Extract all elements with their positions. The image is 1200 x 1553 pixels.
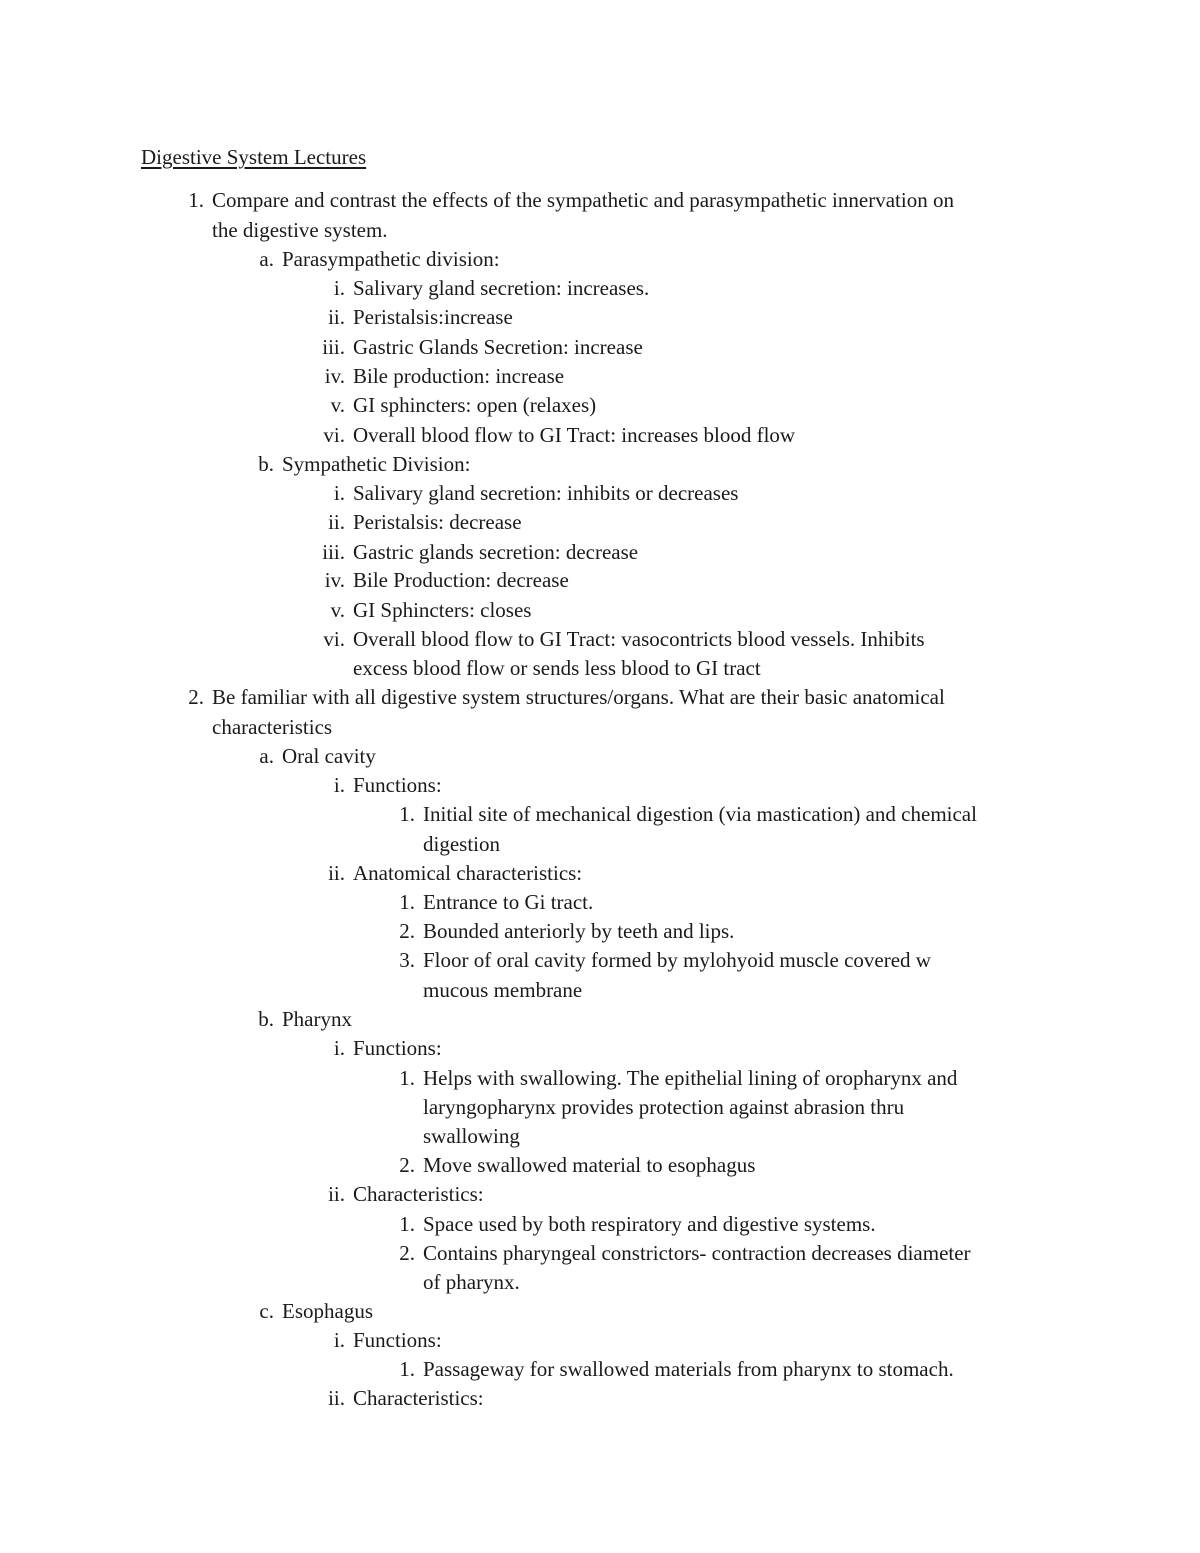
list-item-text: Salivary gland secretion: increases. (353, 276, 650, 300)
list-item-text: Bounded anteriorly by teeth and lips. (423, 919, 735, 943)
list-marker: iv. (324, 568, 345, 592)
list-item-text: Peristalsis: decrease (353, 510, 522, 534)
list-marker: ii. (328, 305, 345, 329)
list-item-continuation: of pharynx. (423, 1270, 520, 1294)
list-item (324, 566, 569, 595)
list-marker: ii. (328, 510, 345, 534)
list-item (323, 421, 796, 450)
list-marker: 1. (399, 890, 415, 914)
list-item-text: Initial site of mechanical digestion (via mastication) and chemical (423, 802, 977, 826)
list-item (399, 1355, 954, 1384)
list-marker: a. (259, 744, 274, 768)
list-marker: 1. (399, 802, 415, 826)
list-item (322, 538, 639, 567)
list-item (399, 888, 594, 917)
list-item-continuation: swallowing (423, 1124, 520, 1148)
list-marker: 1. (399, 1212, 415, 1236)
subsection-label: Functions: (353, 773, 442, 797)
list-item-text: Overall blood flow to GI Tract: vasocontricts blood vessels. Inhibits (353, 627, 925, 651)
list-item-text: Gastric Glands Secretion: increase (353, 335, 643, 359)
list-item (399, 1210, 876, 1239)
list-marker: a. (259, 247, 274, 271)
section-label: Oral cavity (282, 744, 376, 768)
list-item-text: Peristalsis:increase (353, 305, 513, 329)
subsection-label: Characteristics: (353, 1182, 484, 1206)
list-marker: ii. (328, 861, 345, 885)
list-item-text: GI sphincters: open (relaxes) (353, 393, 597, 417)
list-item (399, 800, 977, 829)
question-2-continuation: characteristics (212, 715, 333, 739)
list-item-continuation: excess blood flow or sends less blood to GI tract (353, 656, 761, 680)
list-item (330, 596, 532, 625)
section-label: Esophagus (282, 1299, 373, 1323)
list-item (333, 1326, 442, 1355)
question-1-continuation: the digestive system. (212, 218, 388, 242)
list-marker: v. (330, 598, 345, 622)
list-item-text: Move swallowed material to esophagus (423, 1153, 756, 1177)
section-label: Pharynx (282, 1007, 352, 1031)
list-item (259, 1297, 373, 1326)
list-item-continuation: mucous membrane (423, 978, 583, 1002)
list-item-text: GI Sphincters: closes (353, 598, 532, 622)
list-item-text: Helps with swallowing. The epithelial lining of oropharynx and (423, 1066, 958, 1090)
list-marker: 3. (399, 948, 415, 972)
list-marker: i. (333, 481, 345, 505)
list-marker: i. (333, 773, 345, 797)
list-item (333, 274, 650, 303)
list-item (333, 1034, 442, 1063)
question-text: Compare and contrast the effects of the sympathetic and parasympathetic innervation on (212, 188, 954, 212)
list-marker: iii. (322, 540, 345, 564)
list-item-text: Floor of oral cavity formed by mylohyoid muscle covered w (423, 948, 931, 972)
section-label: Parasympathetic division: (282, 247, 500, 271)
list-item (328, 508, 522, 537)
list-item (399, 917, 735, 946)
list-item (328, 303, 513, 332)
list-marker: vi. (323, 627, 345, 651)
list-marker: 2. (399, 919, 415, 943)
list-item-text: Space used by both respiratory and digestive systems. (423, 1212, 876, 1236)
list-item (259, 742, 376, 771)
list-marker: ii. (328, 1182, 345, 1206)
subsection-label: Functions: (353, 1036, 442, 1060)
question-1 (188, 186, 954, 215)
list-marker: 2. (399, 1153, 415, 1177)
list-marker: c. (259, 1299, 274, 1323)
list-item-text: Bile production: increase (353, 364, 565, 388)
list-item (328, 1180, 484, 1209)
question-2 (188, 683, 945, 712)
list-item-text: Contains pharyngeal constrictors- contraction decreases diameter (423, 1241, 971, 1265)
list-item (399, 946, 931, 975)
list-item (322, 333, 643, 362)
list-item (333, 771, 442, 800)
list-item-text: Gastric glands secretion: decrease (353, 540, 639, 564)
list-marker: i. (333, 1036, 345, 1060)
list-item-text: Overall blood flow to GI Tract: increases blood flow (353, 423, 796, 447)
list-item (328, 1384, 484, 1413)
list-item (333, 479, 739, 508)
list-item (323, 625, 925, 654)
question-text: Be familiar with all digestive system structures/organs. What are their basic anatomical (212, 685, 945, 709)
list-marker: vi. (323, 423, 345, 447)
list-item (259, 245, 500, 274)
list-item-text: Passageway for swallowed materials from pharynx to stomach. (423, 1357, 954, 1381)
list-item-continuation: digestion (423, 832, 500, 856)
list-item (399, 1151, 756, 1180)
list-marker: iii. (322, 335, 345, 359)
list-item-continuation: laryngopharynx provides protection against abrasion thru (423, 1095, 905, 1119)
subsection-label: Anatomical characteristics: (353, 861, 583, 885)
list-item (258, 1005, 352, 1034)
list-item-text: Entrance to Gi tract. (423, 890, 594, 914)
list-item-text: Salivary gland secretion: inhibits or decreases (353, 481, 739, 505)
list-item (399, 1064, 958, 1093)
list-marker: 2. (399, 1241, 415, 1265)
list-marker: b. (258, 452, 274, 476)
list-marker: 1. (399, 1357, 415, 1381)
section-label: Sympathetic Division: (282, 452, 471, 476)
list-marker: 1. (188, 188, 204, 212)
list-marker: 1. (399, 1066, 415, 1090)
subsection-label: Functions: (353, 1328, 442, 1352)
list-item-text: Bile Production: decrease (353, 568, 569, 592)
list-marker: v. (330, 393, 345, 417)
list-item (328, 859, 583, 888)
list-item (258, 450, 471, 479)
list-item (330, 391, 597, 420)
list-marker: iv. (324, 364, 345, 388)
list-marker: i. (333, 1328, 345, 1352)
list-marker: ii. (328, 1386, 345, 1410)
subsection-label: Characteristics: (353, 1386, 484, 1410)
list-marker: b. (258, 1007, 274, 1031)
document-title: Digestive System Lectures (141, 145, 367, 169)
list-marker: 2. (188, 685, 204, 709)
list-item (324, 362, 565, 391)
list-marker: i. (333, 276, 345, 300)
list-item (399, 1239, 971, 1268)
